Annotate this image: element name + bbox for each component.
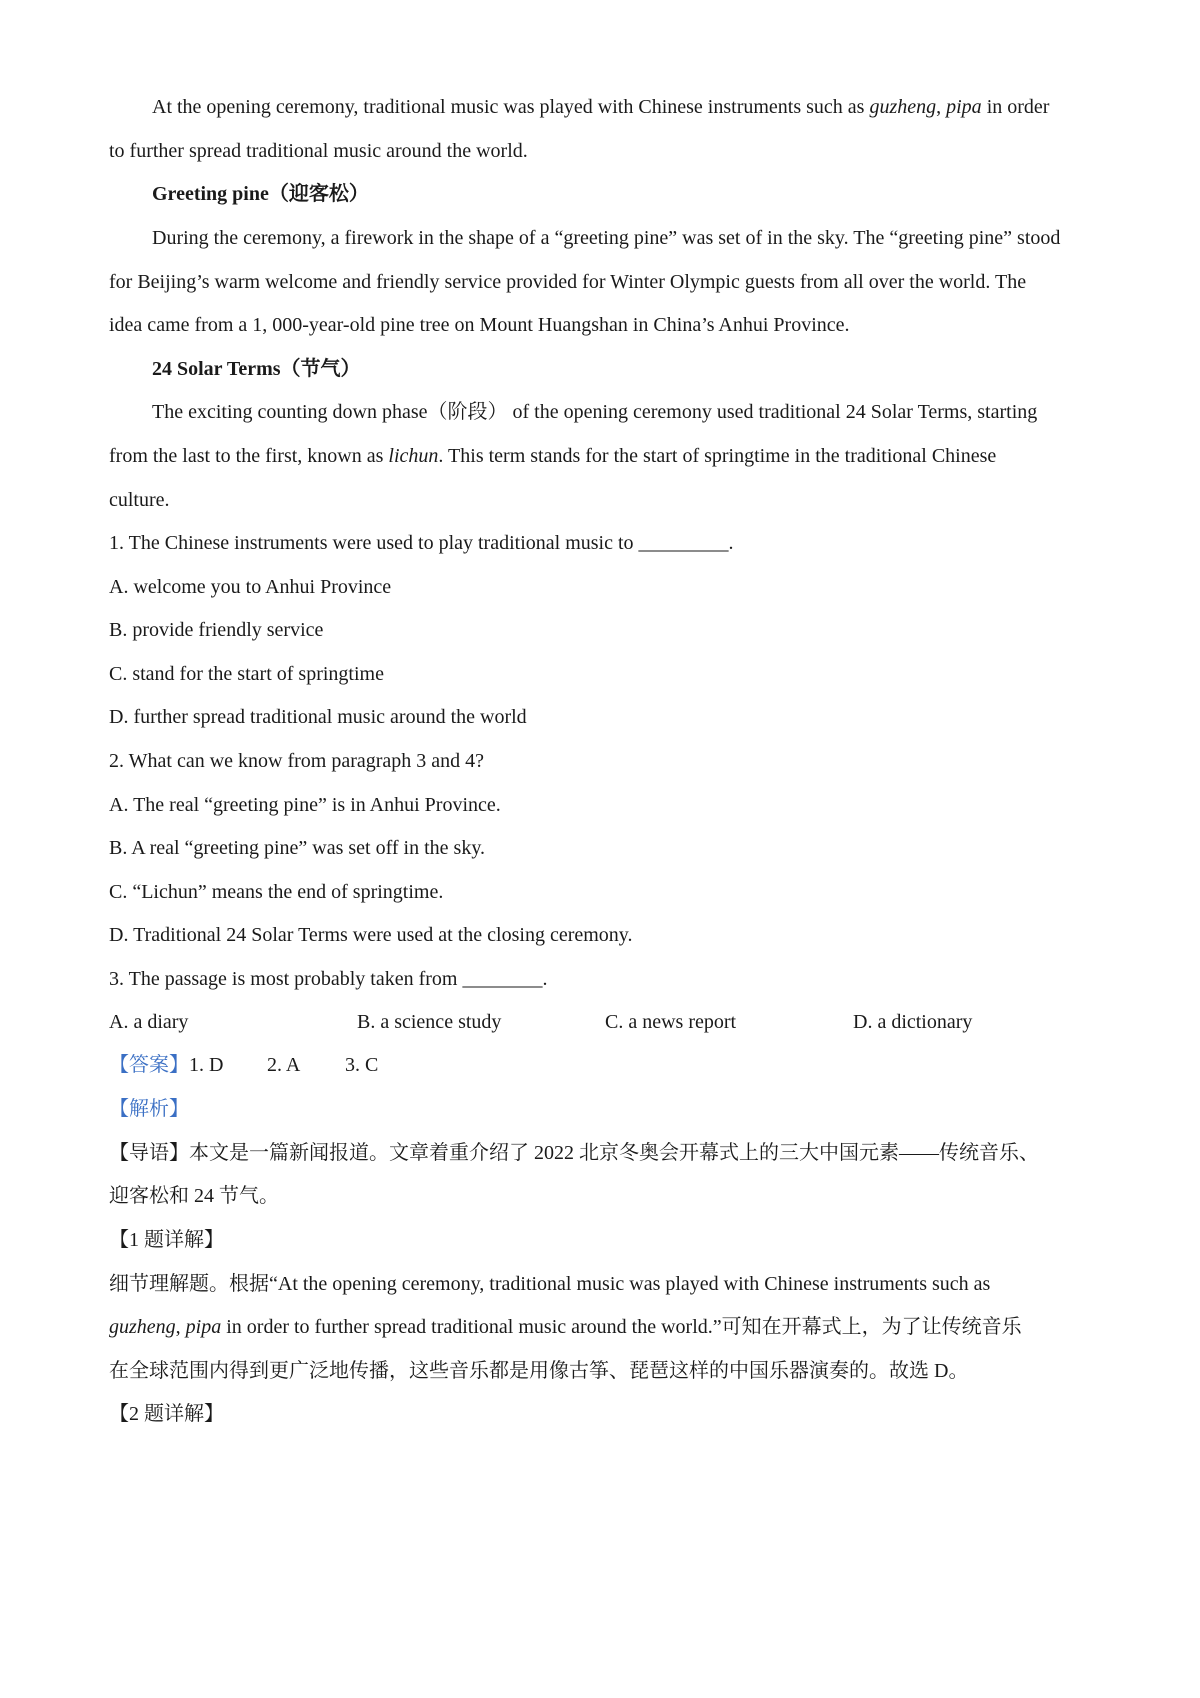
q1-stem: 1. The Chinese instruments were used to play traditional music to _________. bbox=[109, 532, 734, 554]
q1-option-d: D. further spread traditional music around the world bbox=[109, 706, 527, 728]
heading-solar-terms: 24 Solar Terms（节气） bbox=[152, 358, 361, 380]
detail1-label: 【1 题详解】 bbox=[109, 1229, 224, 1251]
heading-greeting-pine: Greeting pine（迎客松） bbox=[152, 183, 369, 205]
q2-option-d: D. Traditional 24 Solar Terms were used at the closing ceremony. bbox=[109, 924, 633, 946]
answer-2: 2. A bbox=[267, 1054, 301, 1076]
para3-line3: culture. bbox=[109, 489, 170, 511]
detail1-line3: 在全球范围内得到更广泛地传播，这些音乐都是用像古筝、琵琶这样的中国乐器演奏的。故选 D。 bbox=[109, 1360, 969, 1382]
q2-option-c: C. “Lichun” means the end of springtime. bbox=[109, 881, 444, 903]
para2-line2: for Beijing’s warm welcome and friendly service provided for Winter Olympic guests from all over the world. The bbox=[109, 271, 1027, 293]
answer-line bbox=[109, 1051, 378, 1079]
para1-line2: to further spread traditional music around the world. bbox=[109, 140, 528, 162]
para3-line2: from the last to the first, known as lichun. This term stands for the start of springtime in the traditional Chinese bbox=[109, 445, 997, 467]
para2-line1: During the ceremony, a firework in the shape of a “greeting pine” was set of in the sky. The “greeting pine” stood bbox=[152, 227, 1061, 249]
q1-option-a: A. welcome you to Anhui Province bbox=[109, 576, 392, 598]
q3-option-c: C. a news report bbox=[605, 1011, 737, 1033]
q1-option-b: B. provide friendly service bbox=[109, 619, 324, 641]
intro-line1: 【导语】本文是一篇新闻报道。文章着重介绍了 2022 北京冬奥会开幕式上的三大中国元素——传统音乐、 bbox=[109, 1142, 1039, 1164]
q3-stem: 3. The passage is most probably taken from ________. bbox=[109, 968, 548, 990]
answer-1: 1. D bbox=[189, 1054, 224, 1076]
q3-option-a: A. a diary bbox=[109, 1011, 189, 1033]
para1-line1: At the opening ceremony, traditional music was played with Chinese instruments such as guzheng, pipa in order bbox=[152, 96, 1050, 118]
answer-3: 3. C bbox=[345, 1054, 379, 1076]
q2-stem: 2. What can we know from paragraph 3 and 4? bbox=[109, 750, 485, 772]
para3-line1: The exciting counting down phase（阶段） of the opening ceremony used traditional 24 Solar Terms, starting bbox=[152, 401, 1038, 423]
q1-option-c: C. stand for the start of springtime bbox=[109, 663, 384, 685]
analysis-label: 【解析】 bbox=[109, 1098, 189, 1120]
q2-option-a: A. The real “greeting pine” is in Anhui Province. bbox=[109, 794, 501, 816]
para2-line3: idea came from a 1, 000-year-old pine tree on Mount Huangshan in China’s Anhui Province. bbox=[109, 314, 850, 336]
q2-option-b: B. A real “greeting pine” was set off in the sky. bbox=[109, 837, 486, 859]
detail2-label: 【2 题详解】 bbox=[109, 1403, 224, 1425]
detail1-line2: guzheng, pipa in order to further spread traditional music around the world.”可知在开幕式上，为了让传统音乐 bbox=[109, 1316, 1022, 1338]
intro-line2: 迎客松和 24 节气。 bbox=[109, 1185, 279, 1207]
q3-option-b: B. a science study bbox=[357, 1011, 502, 1033]
q3-option-d: D. a dictionary bbox=[853, 1011, 973, 1033]
detail1-line1: 细节理解题。根据“At the opening ceremony, traditional music was played with Chinese instruments such as bbox=[109, 1273, 991, 1295]
answer-label: 【答案】 bbox=[109, 1054, 189, 1076]
